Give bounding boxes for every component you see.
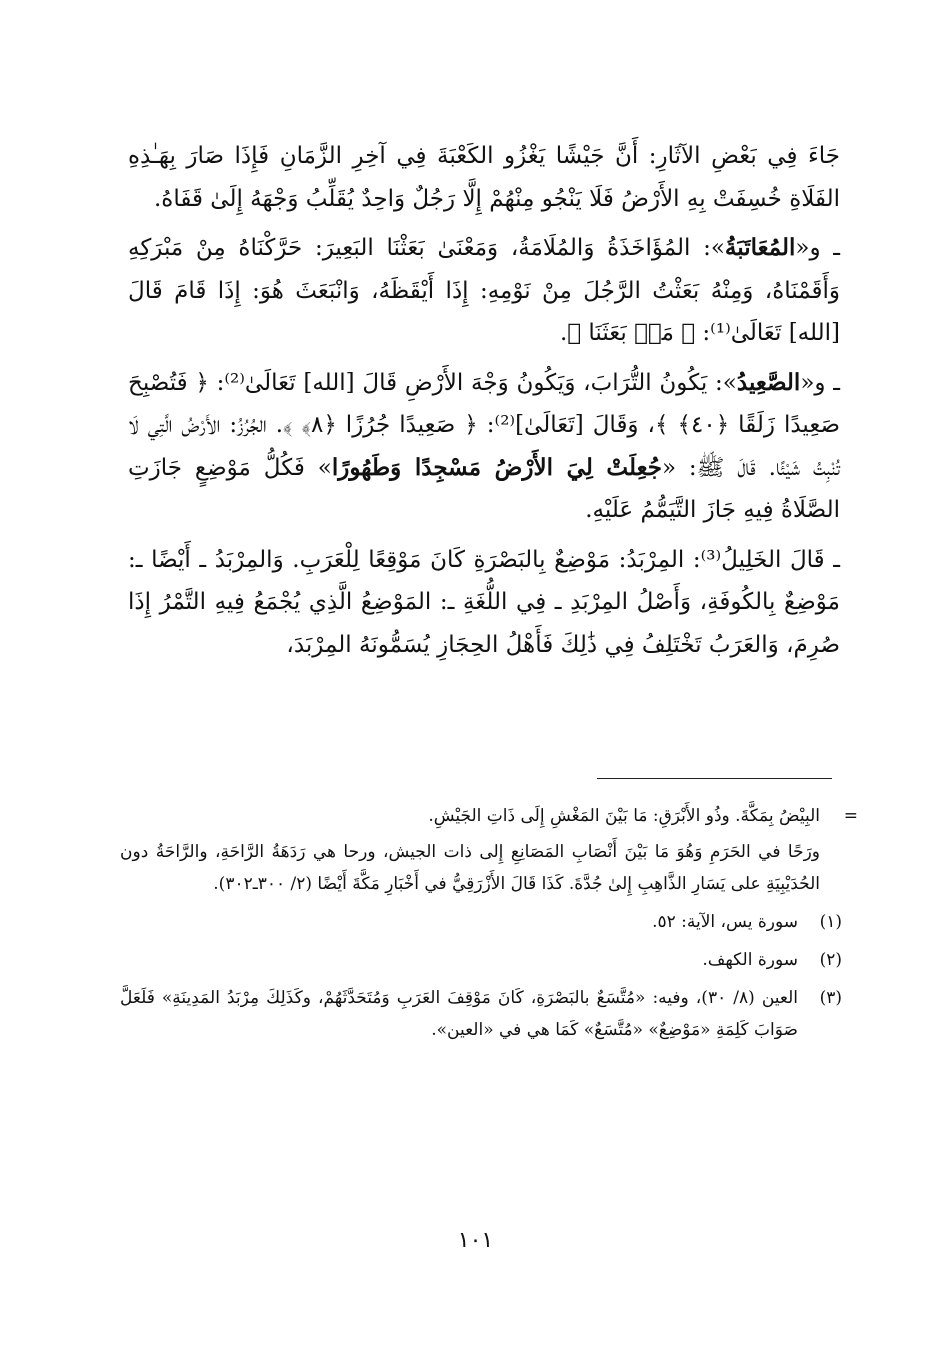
paragraph-2-prefix: ـ و« <box>795 235 841 261</box>
footnote-1 <box>120 906 842 938</box>
footnotes <box>120 800 858 1046</box>
paragraph-3-end: » فَكُلُّ مَوْضِعٍ جَازَتِ الصَّلَاةُ فِيهِ جَازَ التَّيَمُّمُ عَلَيْهِ. <box>128 454 840 523</box>
paragraph-2 <box>128 227 840 355</box>
footnote-3-text: العين (٨/ ٣٠)، وفيه: «مُتَّسَعٌ بالبَصْرَةِ، كَانَ مَوْقِفَ العَرَبِ وَمُتَحَدَّثَهُمْ، وكَذَلِكَ مِرْبَدُ المَدِينَةِ» فَلَعَلَّ صَوَابَ كَلِمَةِ «مَوْضِعٌ» «مُتَّسَعٌ» كَمَا هي في «العين». <box>120 988 799 1040</box>
footnote-divider <box>597 778 832 779</box>
footnote-continuation-line-1: البِيْضُ بِمَكَّةَ. وذُو الأَبْرَقِ: مَا بَيْنَ المَغْشِ إِلَى ذَاتِ الجَيْشِ. <box>428 806 820 826</box>
footnote-2 <box>120 944 842 976</box>
paragraph-3-prefix: ـ و« <box>800 369 840 396</box>
paragraph-4: ـ قَالَ الخَلِيلُ⁽³⁾: المِرْبَدُ: مَوْضِعٌ بِالبَصْرَةِ كَانَ مَوْقِعًا لِلْعَرَبِ. وَالمِرْبَدُ ـ أَيْضًا ـ: مَوْضِعٌ بِالكُوفَةِ، وَأَصْلُ المِرْبَدِ ـ فِي اللُّغَةِ ـ: المَوْضِعُ الَّذِي يُجْمَعُ فِيهِ التَّمْرُ إِذَا صُرِمَ، وَالعَرَبُ تَخْتَلِفُ فِي ذَٰلِكَ فَأَهْلُ الحِجَازِ يُسَمُّونَهُ المِرْبَدَ، <box>128 546 840 658</box>
footnote-2-number: (٢) <box>819 950 842 970</box>
term-saeed: الصَّعِيدُ <box>736 368 801 396</box>
paragraph-1: جَاءَ فِي بَعْضِ الآثَارِ: أَنَّ جَيْشًا يَغْزُو الكَعْبَةَ فِي آخِرِ الزَّمَانِ فَإِذَا صَارَ بِهَـٰذِهِ الفَلَاةِ خُسِفَتْ بِهِ الأَرْضُ فَلَا يَنْجُو مِنْهُمْ إِلَّا رَجُلٌ وَاحِدٌ يُقَلِّبُ وَجْهَهُ إِلَىٰ قَفَاهُ. <box>128 143 840 212</box>
footnote-3 <box>120 982 842 1046</box>
footnote-continuation-line-2: ورَحًا في الحَرَمِ وَهُوَ مَا بَيْنَ أَنْصَابِ المَصَانِعِ إِلى ذات الجيش، ورحا هي رَدَهَةُ الرَّاحَةِ، والرَّاحَةُ دون الحُدَيْبِيَةِ على يَسَارِ الذَّاهِبِ إِلىٰ جُدَّةَ. كَذَا قَالَ الأَزْرَقِيُّ في أَخْبَارِ مَكَّةَ أَيْضًا (٢/ ٣٠٠ـ٣٠٢). <box>120 842 820 894</box>
footnote-3-number: (٣) <box>819 988 842 1008</box>
paragraph-3 <box>128 362 840 532</box>
main-text <box>128 135 840 666</box>
term-muataba: المُعَاتَبَةُ <box>724 234 796 261</box>
footnote-continuation <box>120 800 858 900</box>
footnote-2-text: سورة الكهف. <box>702 950 798 970</box>
footnote-1-text: سورة يس، الآية: ٥٢. <box>652 912 798 932</box>
footnote-1-number: (١) <box>819 912 842 932</box>
hadith-quote: جُعِلَتْ لِيَ الأَرْضُ مَسْجِدًا وَطَهُورًا <box>331 453 662 481</box>
paragraph-3-text: »: يَكُونُ التُّرَابَ، وَيَكُونُ وَجْهَ الأَرْضِ قَالَ [الله] تَعَالَىٰ⁽²⁾: ﴿ فَتُصْبِحَ صَعِيدًا زَلَقًا ﴿٤٠﴾ ﴾، وَقَالَ [تَعَالَىٰ]⁽²⁾: ﴿ صَعِيدًا جُرُزًا ﴿٨﴾ ﴾. الجُرُزُ: الأَرْضُ الَّتِي لَا تُنْبِتُ شَيْئًا. قَالَ ﷺ: « <box>128 369 840 481</box>
page-number: ١٠١ <box>457 1228 494 1253</box>
continuation-marker: = <box>843 806 858 826</box>
paragraph-2-text: »: المُؤَاخَذَةُ وَالمُلَامَةُ، وَمَعْنَىٰ بَعَثْنَا البَعِيرَ: حَرَّكْنَاهُ مِنْ مَبْرَكِهِ وَأَقَمْنَاهُ، وَمِنْهُ بَعَثْتُ الرَّجُلَ مِنْ نَوْمِهِ: إِذَا أَيْقَظَهُ، وَانْبَعَثَ هُوَ: إِذَا قَامَ قَالَ [الله] تَعَالَىٰ⁽¹⁾: ﴿ مَنۢ بَعَثَنَا ﴾. <box>128 235 840 346</box>
